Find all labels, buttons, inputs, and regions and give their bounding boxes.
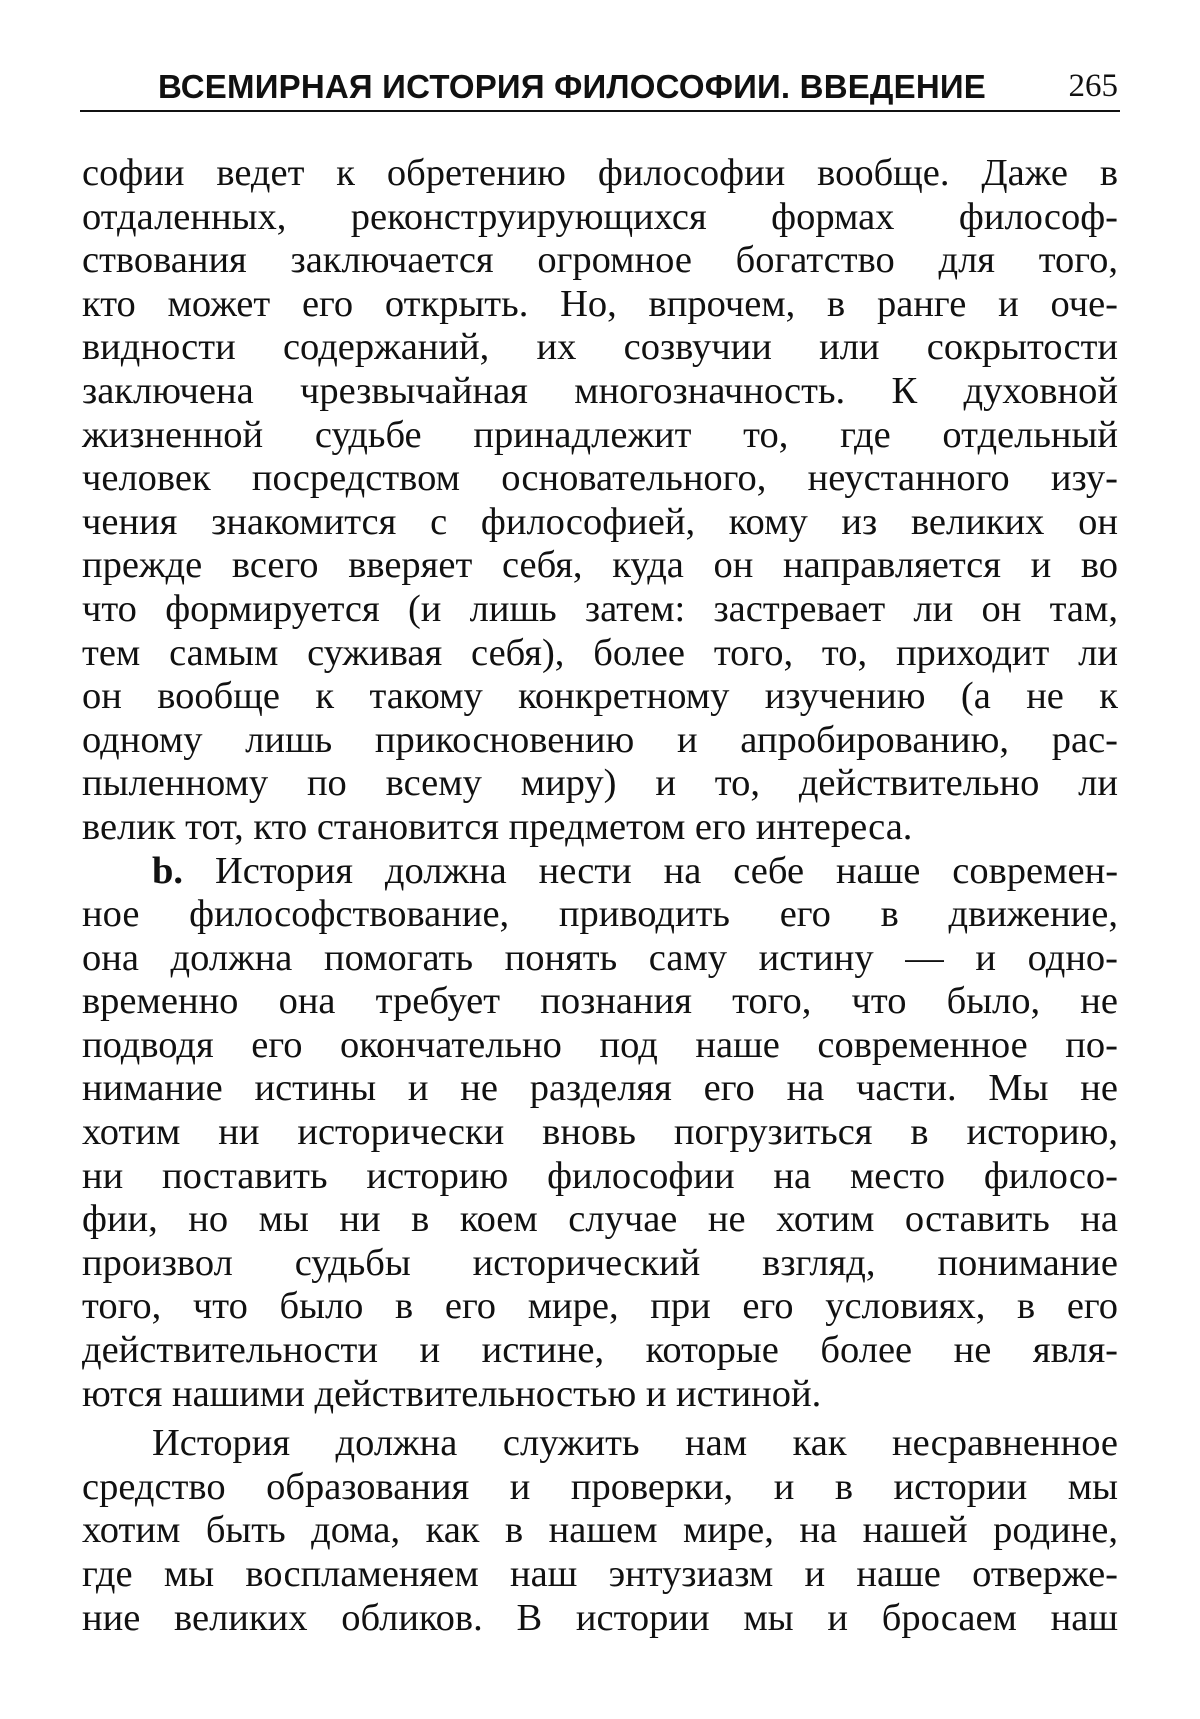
text-line: чения знакомится с философией, кому из великих он (82, 500, 1118, 543)
text-line: ни поставить историю философии на место филосо- (82, 1154, 1118, 1197)
paragraph-section-b (82, 850, 1118, 1417)
text-line: действительности и истине, которые более не явля- (82, 1329, 1118, 1372)
text-line: хотим ни исторически вновь погрузиться в историю, (82, 1111, 1118, 1154)
text-line: велик тот, кто становится предметом его интереса. (82, 805, 913, 848)
text-line: одному лишь прикосновению и апробированию, рас- (82, 718, 1118, 761)
body-text (82, 152, 1118, 1640)
text-line: прежде всего вверяет себя, куда он направляется и во (82, 544, 1118, 587)
text-line: средство образования и проверки, и в истории мы (82, 1465, 1118, 1508)
text-line: произвол судьбы исторический взгляд, понимание (82, 1241, 1118, 1284)
running-title: ВСЕМИРНАЯ ИСТОРИЯ ФИЛОСОФИИ. ВВЕДЕНИЕ (158, 68, 987, 105)
text-line: видности содержаний, их созвучии или сокрытости (82, 326, 1118, 369)
text-line-first (82, 850, 1118, 894)
text-line: тем самым суживая себя), более того, то, приходит ли (82, 631, 1118, 674)
text-line: временно она требует познания того, что было, не (82, 980, 1118, 1023)
text-line: он вообще к такому конкретному изучению (а не к (82, 675, 1118, 718)
text-line: жизненной судьбе принадлежит то, где отдельный (82, 413, 1118, 456)
text-line: ное философствование, приводить его в движение, (82, 893, 1118, 936)
text-line: ствования заключается огромное богатство для того, (82, 239, 1118, 282)
text-line: ние великих обликов. В истории мы и бросаем наш (82, 1596, 1118, 1639)
paragraph-continuation (82, 152, 1118, 850)
text-line: человек посредством основательного, неустанного изу- (82, 457, 1118, 500)
text-line: фии, но мы ни в коем случае не хотим оставить на (82, 1198, 1118, 1241)
text-line: она должна помогать понять саму истину — и одно- (82, 936, 1118, 979)
text-line: заключена чрезвычайная многозначность. К духовной (82, 369, 1118, 412)
text-line-first: История должна служить нам как несравненное (152, 1422, 1118, 1465)
text-line: ются нашими действительностью и истиной. (82, 1372, 822, 1415)
text-line: пыленному по всему миру) и то, действительно ли (82, 762, 1118, 805)
text-line: того, что было в его мире, при его условиях, в его (82, 1285, 1118, 1328)
page-number: 265 (1068, 68, 1118, 104)
paragraph (82, 1422, 1118, 1640)
text-line: подводя его окончательно под наше современное по- (82, 1023, 1118, 1066)
text-line: нимание истины и не разделяя его на части. Мы не (82, 1067, 1118, 1110)
text-line: софии ведет к обретению философии вообще. Даже в (82, 152, 1118, 194)
text-line: кто может его открыть. Но, впрочем, в ранге и оче- (82, 282, 1118, 325)
section-marker: b. (152, 849, 184, 892)
text-line: что формируется (и лишь затем: застревает ли он там, (82, 587, 1118, 630)
running-header (80, 62, 1120, 112)
text-line: где мы воспламеняем наш энтузиазм и наше отверже- (82, 1553, 1118, 1595)
text-line-first-content: История должна нести на себе наше современ- (214, 849, 1119, 892)
text-line: хотим быть дома, как в нашем мире, на нашей родине, (82, 1509, 1118, 1552)
text-line: отдаленных, реконструирующихся формах философ- (82, 195, 1118, 238)
